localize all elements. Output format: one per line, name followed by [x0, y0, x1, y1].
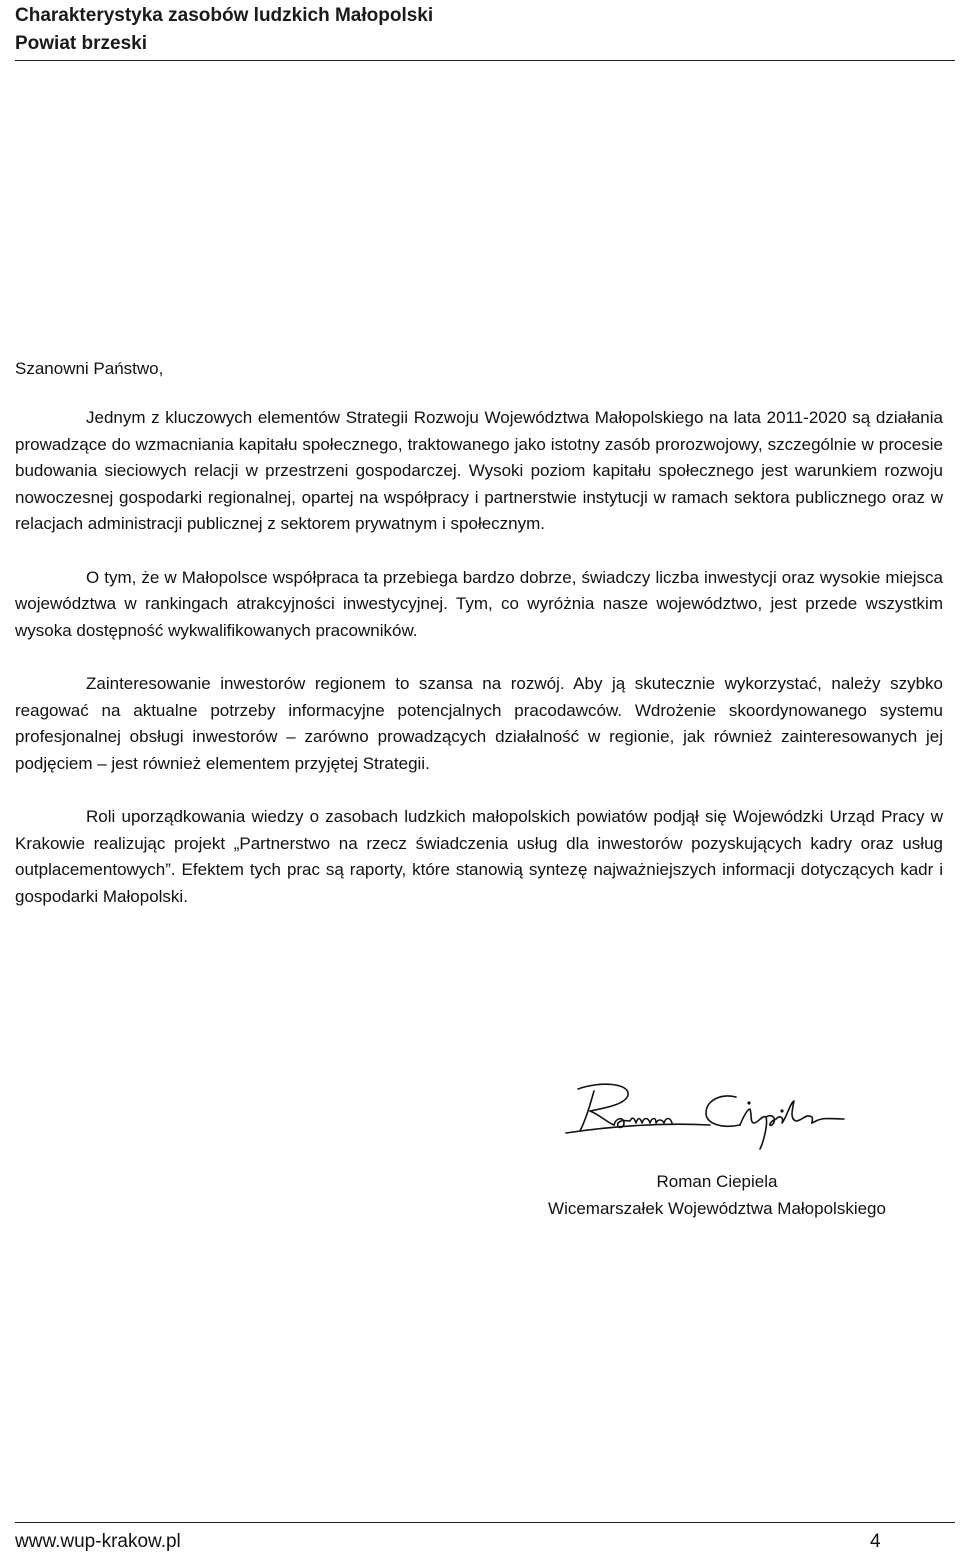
paragraph: Roli uporządkowania wiedzy o zasobach ludzkich małopolskich powiatów podjął się Wojewódzki Urząd Pracy w Krakowie realizując projekt „Partnerstwo na rzecz świadczenia usług dla inwestorów pozyskujących kadry oraz usług outplacementowych”. Efektem tych prac są raporty, które stanowią syntezę najważniejszych informacji dotyczących kadr i gospodarki Małopolski.	[15, 807, 943, 906]
letter-body	[15, 405, 943, 937]
document-title: Charakterystyka zasobów ludzkich Małopolski	[15, 5, 434, 26]
letter-greeting: Szanowni Państwo,	[15, 359, 164, 378]
paragraph: Jednym z kluczowych elementów Strategii Rozwoju Województwa Małopolskiego na lata 2011-2020 są działania prowadzące do wzmacniania kapitału społecznego, traktowanego jako istotny zasób prorozwojowy, szczególnie w procesie budowania sieciowych relacji w przestrzeni gospodarczej. Wysoki poziom kapitału społecznego jest warunkiem rozwoju nowoczesnej gospodarki regionalnej, opartej na współpracy i partnerstwie instytucji w ramach sektora publicznego oraz w relacjach administracji publicznej z sektorem prywatnym i społecznym.	[15, 408, 943, 533]
header-divider	[15, 60, 955, 61]
signer-title: Wicemarszałek Województwa Małopolskiego	[548, 1199, 886, 1218]
paragraph: O tym, że w Małopolsce współpraca ta przebiega bardzo dobrze, świadczy liczba inwestycji oraz wysokie miejsca województwa w rankingach atrakcyjności inwestycyjnej. Tym, co wyróżnia nasze województwo, jest przede wszystkim wysoka dostępność wykwalifikowanych pracowników.	[15, 567, 943, 640]
signer-block	[507, 1168, 927, 1222]
handwritten-signature	[560, 1075, 860, 1155]
document-subtitle: Powiat brzeski	[15, 33, 147, 54]
page-header	[15, 2, 955, 58]
page-number: 4	[870, 1531, 881, 1552]
paragraph: Zainteresowanie inwestorów regionem to szansa na rozwój. Aby ją skutecznie wykorzystać, należy szybko reagować na aktualne potrzeby informacyjne potencjalnych pracodawców. Wdrożenie skoordynowanego systemu profesjonalnej obsługi inwestorów – zarówno prowadzących działalność w regionie, jak również zainteresowanych jej podjęciem – jest również elementem przyjętej Strategii.	[15, 674, 943, 773]
footer-website-link[interactable]: www.wup-krakow.pl	[15, 1531, 181, 1552]
footer-divider	[15, 1522, 955, 1523]
signer-name: Roman Ciepiela	[656, 1172, 778, 1191]
